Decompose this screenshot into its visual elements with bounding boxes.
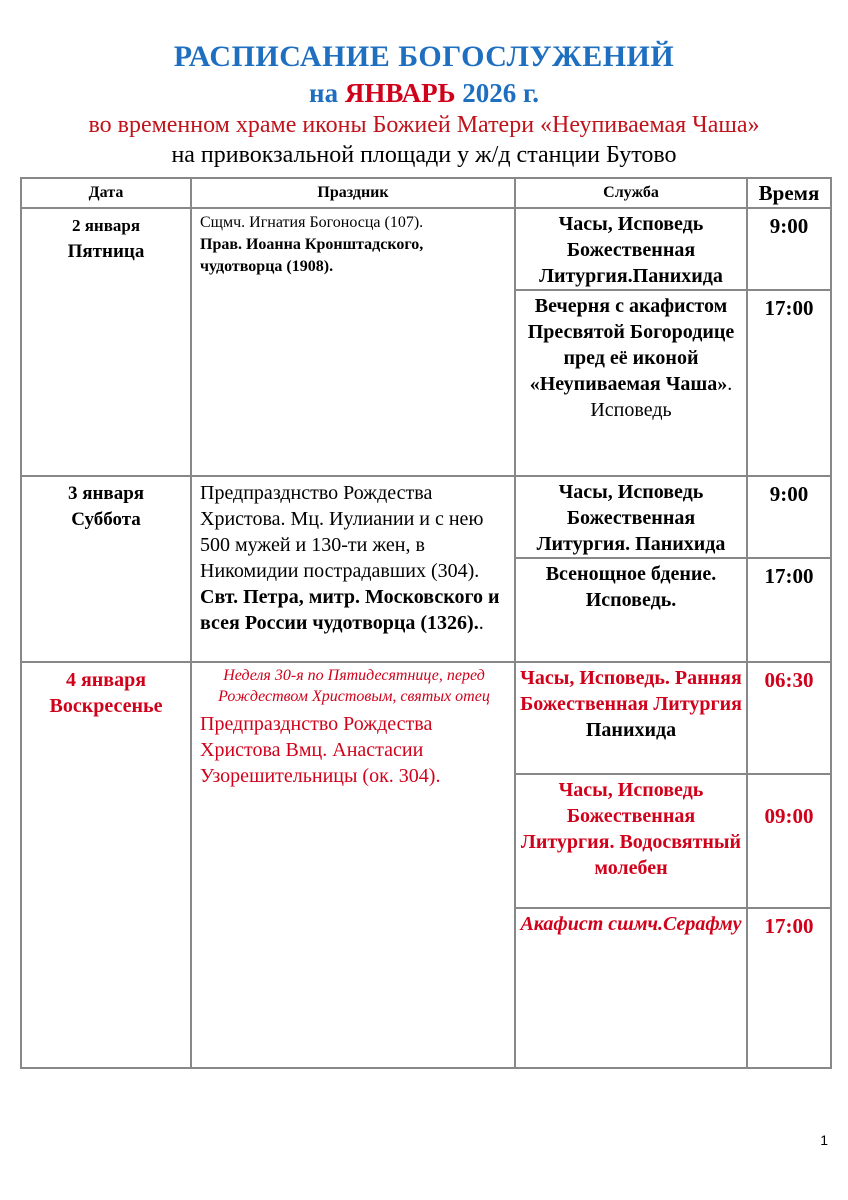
feast-text: Предпразднство Рождества Христова Вмц. Анастасии Узорешительницы (ок. 304). — [200, 713, 441, 787]
service-name: Акафист сшмч.Серафму — [520, 913, 742, 935]
service-name: Всенощное бдение. Исповедь. — [545, 563, 717, 611]
weekday: Суббота — [71, 509, 141, 530]
feast-italic: Неделя 30-я по Пятидесятнице, перед Рождеством Христовым, святых отец — [218, 667, 490, 705]
feast-line-bold: Прав. Иоанна Кронштадского, чудотворца (1908). — [200, 236, 424, 275]
service-name: Часы, Исповедь Божественная Литургия. Панихида — [536, 481, 726, 555]
table-row — [22, 663, 832, 775]
service-name-plain: . Исповедь — [590, 373, 733, 421]
page-number: 1 — [820, 1132, 828, 1148]
service-name: Часы, Исповедь Божественная Литургия.Панихида — [539, 213, 723, 287]
date: 2 января — [71, 216, 141, 235]
feast-line: Сщмч. Игнатия Богоносца (107). — [200, 214, 424, 231]
date-cell — [22, 663, 192, 1069]
col-header-time: Время — [748, 179, 832, 209]
time-cell: 17:00 — [748, 559, 832, 663]
time-cell: 09:00 — [748, 775, 832, 909]
weekday: Пятница — [67, 241, 145, 262]
feast-text: Предпразднство Рождества Христова. Мц. Иулиании и с нею 500 мужей и 130-ти жен, в Никомидии пострадавших (304). — [200, 482, 484, 582]
service-cell — [516, 559, 748, 663]
service-cell — [516, 209, 748, 291]
time-cell: 9:00 — [748, 477, 832, 559]
schedule-table — [20, 177, 832, 1069]
time-cell: 9:00 — [748, 209, 832, 291]
time-cell: 17:00 — [748, 909, 832, 1069]
service-name: Часы, Исповедь Божественная Литургия. Водосвятный молебен — [520, 779, 742, 879]
weekday: Воскресенье — [49, 695, 163, 717]
table-row — [22, 209, 832, 291]
service-cell — [516, 663, 748, 775]
feast-cell — [192, 209, 516, 477]
feast-cell — [192, 663, 516, 1069]
col-header-date: Дата — [22, 179, 192, 209]
date-cell — [22, 209, 192, 477]
time-cell: 06:30 — [748, 663, 832, 775]
service-name: Вечерня с акафистом Пресвятой Богородице пред её иконой «Неупиваемая Чаша» — [527, 295, 735, 395]
col-header-service: Служба — [516, 179, 748, 209]
service-cell — [516, 291, 748, 477]
date: 3 января — [67, 483, 145, 504]
feast-text-bold: Свт. Петра, митр. Московского и всея России чудотворца (1326). — [200, 586, 500, 634]
subtitle-prefix: на — [309, 78, 345, 108]
subtitle-year: 2026 г. — [455, 78, 539, 108]
service-cell — [516, 909, 748, 1069]
col-header-feast: Праздник — [192, 179, 516, 209]
page-subtitle — [0, 78, 848, 109]
feast-cell — [192, 477, 516, 663]
date: 4 января — [65, 669, 147, 691]
service-cell — [516, 775, 748, 909]
service-cell — [516, 477, 748, 559]
table-header-row — [22, 179, 832, 209]
service-name-black: Панихида — [585, 719, 677, 741]
subtitle-month: ЯНВАРЬ — [344, 78, 456, 108]
church-location: на привокзальной площади у ж/д станции Бутово — [171, 142, 677, 168]
church-name: во временном храме иконы Божией Матери «Неупиваемая Чаша» — [88, 112, 760, 138]
table-row — [22, 477, 832, 559]
page-title: РАСПИСАНИЕ БОГОСЛУЖЕНИЙ — [173, 40, 675, 73]
time-cell: 17:00 — [748, 291, 832, 477]
service-name: Часы, Исповедь. Ранняя Божественная Литургия — [520, 667, 742, 715]
feast-text-tail: . — [478, 612, 484, 634]
date-cell — [22, 477, 192, 663]
